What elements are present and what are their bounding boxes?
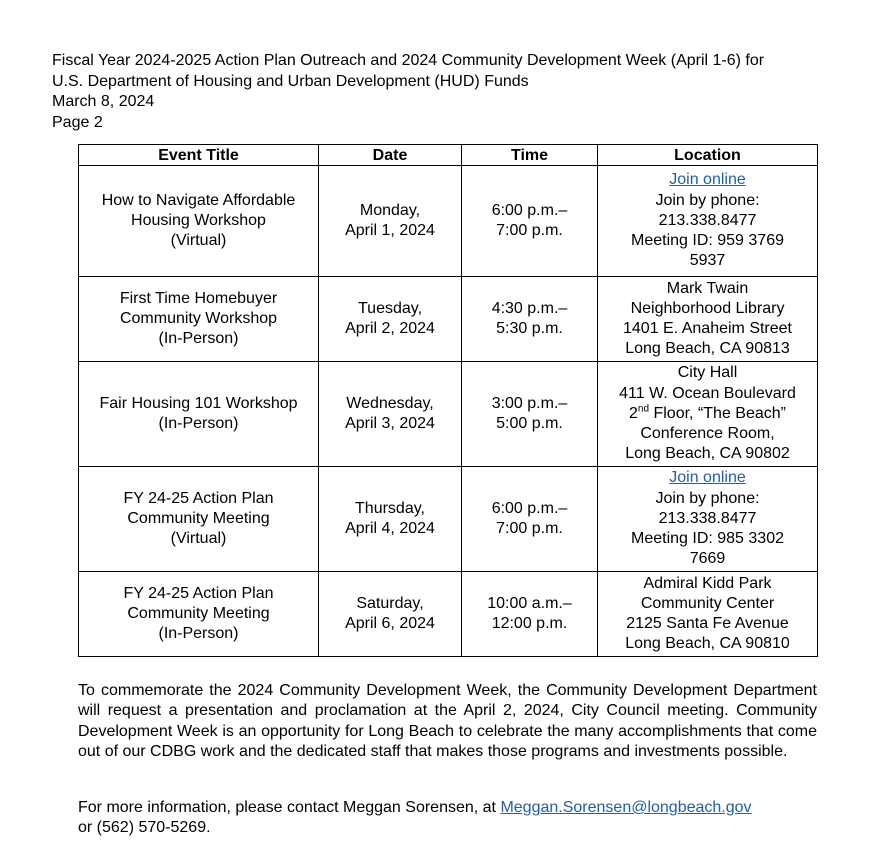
event-location-cell	[598, 277, 818, 362]
event-end-time: 5:30 p.m.	[496, 320, 563, 337]
header-title-line1: Fiscal Year 2024-2025 Action Plan Outreach and 2024 Community Development Week (April 1-6) for	[52, 52, 765, 69]
meeting-id: Meeting ID: 985 3302	[631, 530, 784, 548]
column-header-event-title: Event Title	[79, 145, 319, 166]
event-start-time: 6:00 p.m.–	[491, 499, 568, 517]
event-title-line: Housing Workshop	[131, 211, 266, 229]
event-title-line: Fair Housing 101 Workshop	[99, 394, 298, 412]
event-title-cell	[79, 572, 319, 657]
event-format: (Virtual)	[170, 232, 227, 250]
event-format: (In-Person)	[158, 415, 239, 432]
event-title-line: Community Meeting	[127, 509, 270, 527]
event-time-cell	[462, 166, 598, 277]
location-city: Long Beach, CA 90813	[625, 340, 790, 358]
event-title-cell	[79, 467, 319, 572]
event-date: April 1, 2024	[345, 222, 435, 239]
contact-prefix: For more information, please contact Meggan Sorensen, at	[78, 799, 501, 816]
event-date-cell	[319, 467, 462, 572]
event-end-time: 7:00 p.m.	[496, 520, 563, 537]
event-title-line: Community Meeting	[127, 604, 270, 622]
header-date: March 8, 2024	[52, 93, 155, 110]
event-date: April 2, 2024	[345, 320, 435, 337]
location-street: 411 W. Ocean Boulevard	[619, 384, 796, 402]
events-table	[78, 144, 818, 657]
location-line: Neighborhood Library	[630, 299, 785, 317]
header-page-number: Page 2	[52, 113, 103, 131]
event-end-time: 12:00 p.m.	[491, 615, 568, 632]
event-time-cell	[462, 362, 598, 467]
table-header-row	[79, 145, 818, 166]
join-online-link[interactable]: Join online	[669, 171, 746, 189]
event-start-time: 4:30 p.m.–	[491, 299, 568, 317]
floor-ordinal: nd	[637, 403, 650, 415]
event-date-cell	[319, 277, 462, 362]
location-street: 2125 Santa Fe Avenue	[626, 615, 789, 632]
event-title-line: Community Workshop	[119, 309, 278, 327]
event-format: (Virtual)	[170, 530, 227, 548]
location-line: Conference Room,	[640, 425, 775, 443]
location-line: Join by phone:	[655, 191, 760, 209]
event-date: April 4, 2024	[345, 520, 435, 537]
community-development-week-paragraph: To commemorate the 2024 Community Development Week, the Community Development Department will request a presentation and proclamation at the April 2, 2024, City Council meeting. Community Development Week is an opportunity for Long Beach to celebrate the many accomplishments that come out of our CDBG work and the dedicated staff that makes those programs and investments possible.	[78, 682, 817, 760]
event-title-line: First Time Homebuyer	[119, 289, 278, 307]
event-weekday: Wednesday,	[346, 394, 434, 412]
event-date-cell	[319, 362, 462, 467]
event-title-line: FY 24-25 Action Plan	[123, 489, 274, 507]
floor-room-name: Floor, “The Beach”	[649, 404, 786, 422]
event-format: (In-Person)	[158, 330, 239, 348]
location-line: Mark Twain	[666, 279, 749, 297]
contact-phone: or (562) 570-5269.	[78, 819, 211, 837]
event-date-cell	[319, 572, 462, 657]
meeting-id-continued: 7669	[689, 550, 726, 568]
location-line: City Hall	[677, 364, 738, 382]
event-title-cell	[79, 277, 319, 362]
phone-number: 213.338.8477	[658, 509, 757, 527]
contact-email-link[interactable]: Meggan.Sorensen@longbeach.gov	[500, 799, 752, 816]
event-weekday: Thursday,	[355, 499, 425, 517]
table-row	[79, 362, 818, 467]
event-title-cell	[79, 362, 319, 467]
event-time-cell	[462, 467, 598, 572]
phone-number: 213.338.8477	[658, 211, 757, 229]
event-title-line: How to Navigate Affordable	[101, 191, 296, 209]
column-header-location: Location	[598, 145, 818, 166]
contact-paragraph	[78, 798, 817, 839]
event-title-line: FY 24-25 Action Plan	[123, 584, 274, 602]
event-date: April 6, 2024	[345, 615, 435, 632]
header-title-line2: U.S. Department of Housing and Urban Development (HUD) Funds	[52, 72, 529, 90]
join-online-link[interactable]: Join online	[669, 469, 746, 487]
table-row	[79, 467, 818, 572]
event-location-cell	[598, 166, 818, 277]
event-end-time: 7:00 p.m.	[496, 222, 563, 239]
event-time-cell	[462, 277, 598, 362]
meeting-id-continued: 5937	[689, 252, 726, 270]
table-row	[79, 572, 818, 657]
location-city: Long Beach, CA 90802	[625, 445, 790, 463]
event-location-cell	[598, 362, 818, 467]
event-date: April 3, 2024	[345, 415, 435, 432]
column-header-date: Date	[319, 145, 462, 166]
event-format: (In-Person)	[158, 625, 239, 643]
event-start-time: 6:00 p.m.–	[491, 201, 568, 219]
event-weekday: Saturday,	[356, 594, 424, 612]
location-floor	[602, 404, 813, 424]
event-title-cell	[79, 166, 319, 277]
location-line: Join by phone:	[655, 489, 760, 507]
meeting-id: Meeting ID: 959 3769	[631, 232, 784, 250]
location-street: 1401 E. Anaheim Street	[623, 320, 792, 337]
table-row	[79, 166, 818, 277]
event-location-cell	[598, 467, 818, 572]
event-start-time: 3:00 p.m.–	[491, 394, 568, 412]
event-location-cell	[598, 572, 818, 657]
event-weekday: Monday,	[359, 201, 421, 219]
event-weekday: Tuesday,	[357, 299, 423, 317]
location-city: Long Beach, CA 90810	[625, 635, 790, 653]
floor-number: 2	[629, 404, 638, 422]
location-line: Community Center	[640, 594, 775, 612]
document-header	[52, 51, 852, 133]
location-line: Admiral Kidd Park	[643, 574, 772, 592]
event-time-cell	[462, 572, 598, 657]
table-row	[79, 277, 818, 362]
event-date-cell	[319, 166, 462, 277]
event-end-time: 5:00 p.m.	[496, 415, 563, 432]
event-start-time: 10:00 a.m.–	[487, 594, 572, 612]
column-header-time: Time	[462, 145, 598, 166]
